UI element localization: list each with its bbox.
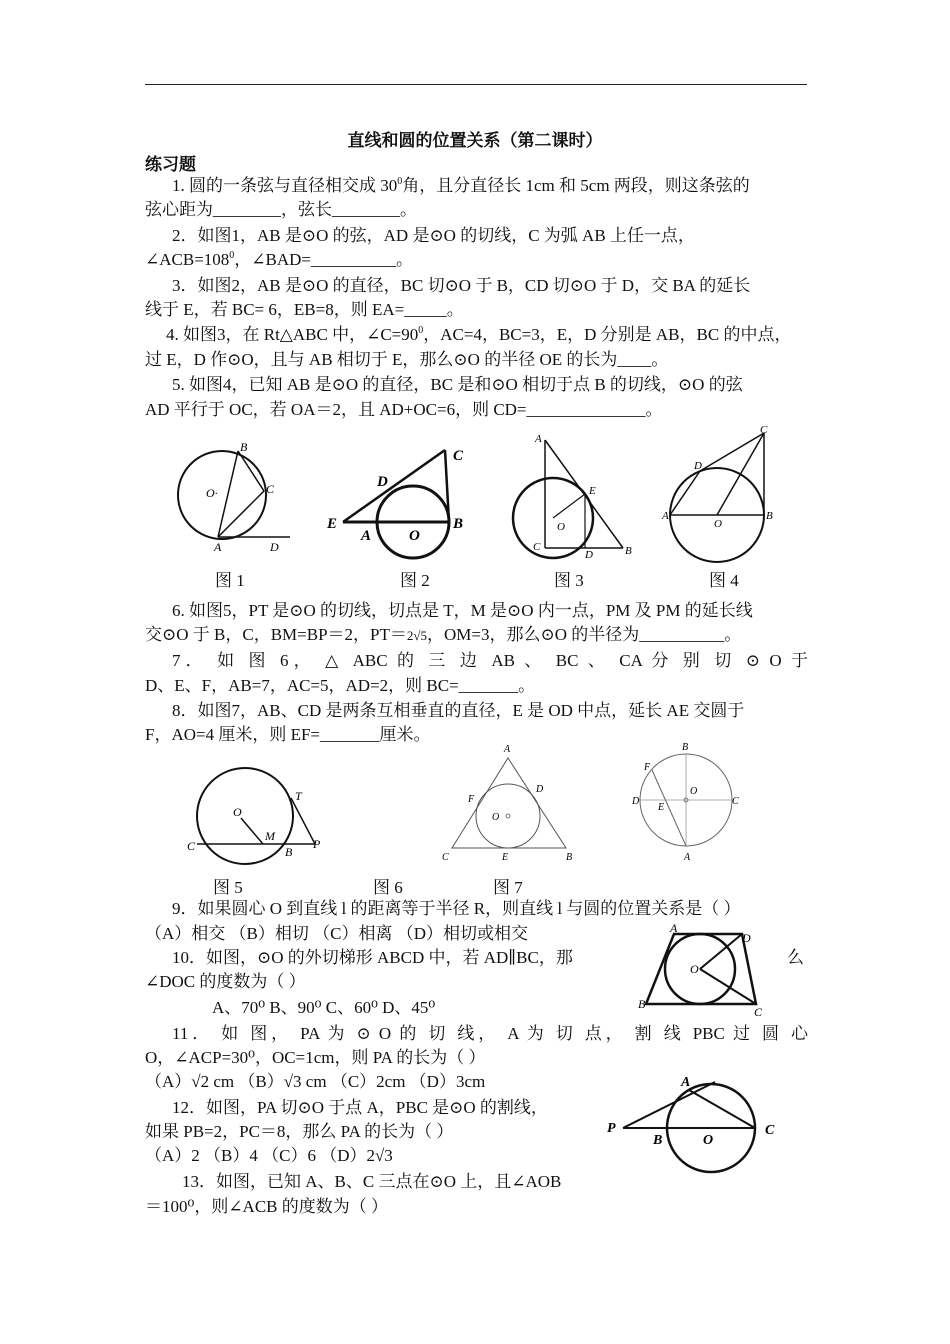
problem-12-line-1: 12．如图，PA 切⊙O 于点 A，PBC 是⊙O 的割线， bbox=[172, 1098, 548, 1117]
fig1-label-o: O· bbox=[206, 486, 218, 500]
fig2-label-o: O bbox=[409, 528, 420, 544]
fig10-label-c: C bbox=[754, 1005, 763, 1019]
figure-5 bbox=[185, 768, 335, 868]
fig6-label-b: B bbox=[566, 852, 573, 863]
fig3-label-a: A bbox=[535, 433, 542, 445]
figure-12 bbox=[605, 1072, 785, 1176]
fig12-label-p: P bbox=[607, 1121, 616, 1136]
problem-1-line-1: 1. 圆的一条弦与直径相交成 $30^0$角，且分直径长 1cm 和 5cm 两段，则这条弦的 bbox=[172, 176, 750, 195]
fig6-label-d: D bbox=[536, 784, 544, 795]
problem-4-line-1: 4. 如图3，在 Rt△ABC 中，$\angle C=90^0$，AC=4，BC=3，E，D 分别是 AB，BC 的中点， bbox=[166, 325, 792, 344]
caption-fig1: 图 1 bbox=[215, 571, 245, 590]
fig7-label-a: A bbox=[684, 852, 691, 863]
problem-7-line-1: 7． 如 图 6， △ ABC 的 三 边 AB 、 BC 、 CA 分 别 切 ⊙ O 于 bbox=[172, 651, 808, 670]
figure-1 bbox=[160, 435, 300, 555]
fig1-label-c: C bbox=[266, 482, 275, 496]
fig5-label-o: O bbox=[233, 805, 242, 819]
problem-1-line-2: 弦心距为________，弦长________。 bbox=[145, 200, 417, 219]
header-rule bbox=[145, 84, 807, 85]
problem-5-line-2: AD 平行于 OC，若 OA＝2，且 AD+OC=6，则 CD=______________。 bbox=[145, 400, 663, 419]
fig10-label-b: B bbox=[638, 997, 646, 1011]
fig4-label-d: D bbox=[694, 460, 702, 472]
fig6-label-f: F bbox=[468, 794, 475, 805]
fig4-label-c: C bbox=[760, 424, 768, 436]
fig2-label-e: E bbox=[327, 516, 338, 532]
problem-13-line-2: ＝100⁰，则∠ACB 的度数为（ ） bbox=[145, 1197, 389, 1216]
fig12-label-o: O bbox=[703, 1133, 714, 1148]
fig7-label-d: D bbox=[632, 796, 640, 807]
problem-5-line-1: 5. 如图4，已知 AB 是⊙O 的直径，BC 是和⊙O 相切于点 B 的切线，⊙O 的弦 bbox=[172, 375, 743, 394]
fig5-label-c: C bbox=[187, 839, 196, 853]
caption-fig5: 图 5 bbox=[213, 878, 243, 897]
problem-12-options: （A）2 （B）4 （C）6 （D）2√3 bbox=[145, 1146, 393, 1165]
problem-11-line-2: O，∠ACP=30⁰，OC=1cm，则 PA 的长为（ ） bbox=[145, 1048, 486, 1067]
page-title: 直线和圆的位置关系（第二课时） bbox=[347, 131, 603, 151]
fig10-label-d: D bbox=[742, 931, 751, 945]
caption-fig7: 图 7 bbox=[493, 878, 523, 897]
fig1-label-a: A bbox=[214, 540, 222, 554]
fig3-label-c: C bbox=[533, 541, 541, 553]
problem-10-line-1-tail: 么 bbox=[787, 948, 804, 967]
fig7-label-e: E bbox=[658, 802, 665, 813]
fig4-label-a: A bbox=[662, 510, 669, 522]
fig12-label-c: C bbox=[765, 1123, 775, 1138]
figure-2 bbox=[325, 440, 475, 550]
figure-10 bbox=[636, 922, 774, 1018]
problem-3-line-2: 线于 E，若 BC= 6，EB=8，则 EA=_____。 bbox=[145, 300, 464, 319]
fig7-label-o: O bbox=[690, 786, 698, 797]
fig6-label-a: A bbox=[504, 744, 511, 755]
fig1-label-d: D bbox=[270, 540, 279, 554]
fig6-label-c: C bbox=[442, 852, 449, 863]
fig3-label-d: D bbox=[585, 549, 593, 561]
figure-7 bbox=[630, 740, 750, 864]
problem-12-line-2: 如果 PB=2，PC＝8，那么 PA 的长为（ ） bbox=[145, 1122, 454, 1141]
problem-10-line-1: 10．如图，⊙O 的外切梯形 ABCD 中，若 AD∥BC，那 bbox=[172, 948, 573, 967]
fig7-label-f: F bbox=[644, 762, 651, 773]
fig2-label-a: A bbox=[361, 528, 372, 544]
fig5-label-p: P bbox=[313, 837, 321, 851]
problem-6-line-2: 交⊙O 于 B，C，BM=BP＝2，PT＝2√5，OM=3，那么⊙O 的半径为__________。 bbox=[145, 625, 742, 644]
problem-2-line-1: 2．如图1，AB 是⊙O 的弦，AD 是⊙O 的切线，C 为弧 AB 上任一点， bbox=[172, 226, 695, 245]
problem-13-line-1: 13．如图，已知 A、B、C 三点在⊙O 上，且∠AOB bbox=[182, 1172, 562, 1191]
figure-4 bbox=[660, 425, 790, 565]
fig5-label-b: B bbox=[285, 845, 293, 859]
fig1-label-b: B bbox=[240, 440, 248, 454]
figure-3 bbox=[505, 430, 645, 562]
problem-3-line-1: 3．如图2，AB 是⊙O 的直径，BC 切⊙O 于 B，CD 切⊙O 于 D，交 BA 的延长 bbox=[172, 276, 751, 295]
caption-fig4: 图 4 bbox=[709, 571, 739, 590]
fig2-label-d: D bbox=[377, 474, 388, 490]
fig10-label-o: O bbox=[690, 962, 699, 976]
fig7-label-b: B bbox=[682, 742, 689, 753]
problem-10-options: A、70⁰ B、90⁰ C、60⁰ D、45⁰ bbox=[212, 998, 436, 1017]
section-heading: 练习题 bbox=[145, 155, 196, 175]
problem-7-line-2: D、E、F，AB=7，AC=5，AD=2，则 BC=_______。 bbox=[145, 676, 536, 695]
problem-8-line-2: F，AO=4 厘米，则 EF=_______厘米。 bbox=[145, 725, 431, 744]
problem-4-line-2: 过 E，D 作⊙O，且与 AB 相切于 E，那么⊙O 的半径 OE 的长为____。 bbox=[145, 350, 669, 369]
problem-11-options: （A）√2 cm （B）√3 cm （C）2cm （D）3cm bbox=[145, 1072, 486, 1091]
fig4-label-o: O bbox=[714, 518, 722, 530]
caption-fig3: 图 3 bbox=[554, 571, 584, 590]
fig10-label-a: A bbox=[670, 921, 678, 935]
fig2-label-c: C bbox=[453, 448, 464, 464]
fig5-label-m: M bbox=[265, 829, 275, 843]
fig2-label-b: B bbox=[453, 516, 464, 532]
fig5-label-t: T bbox=[295, 789, 302, 803]
fig3-label-o: O bbox=[557, 521, 565, 533]
fig12-label-b: B bbox=[653, 1133, 663, 1148]
fig4-label-b: B bbox=[766, 510, 773, 522]
figure-6 bbox=[438, 740, 588, 866]
problem-10-line-2: ∠DOC 的度数为（ ） bbox=[145, 972, 306, 991]
fig6-label-o: O bbox=[492, 812, 500, 823]
fig3-label-e: E bbox=[589, 485, 596, 497]
caption-fig2: 图 2 bbox=[400, 571, 430, 590]
problem-2-line-2: $\angle ACB=108^0$，∠BAD=__________。 bbox=[145, 250, 414, 269]
fig12-label-a: A bbox=[681, 1075, 691, 1090]
caption-fig6: 图 6 bbox=[373, 878, 403, 897]
problem-8-line-1: 8．如图7，AB、CD 是两条互相垂直的直径，E 是 OD 中点，延长 AE 交圆于 bbox=[172, 701, 745, 720]
problem-6-line-1: 6. 如图5，PT 是⊙O 的切线，切点是 T，M 是⊙O 内一点，PM 及 PM 的延长线 bbox=[172, 601, 753, 620]
problem-9-line-1: 9．如果圆心 O 到直线 l 的距离等于半径 R，则直线 l 与圆的位置关系是（ ） bbox=[172, 899, 741, 918]
fig3-label-b: B bbox=[625, 545, 632, 557]
problem-11-line-1: 11． 如 图， PA 为 ⊙ O 的 切 线， A 为 切 点， 割 线 PBC 过 圆 心 bbox=[172, 1024, 808, 1043]
problem-9-options: （A）相交 （B）相切 （C）相离 （D）相切或相交 bbox=[145, 924, 528, 943]
fig7-label-c: C bbox=[732, 796, 739, 807]
fig6-label-e: E bbox=[502, 852, 509, 863]
